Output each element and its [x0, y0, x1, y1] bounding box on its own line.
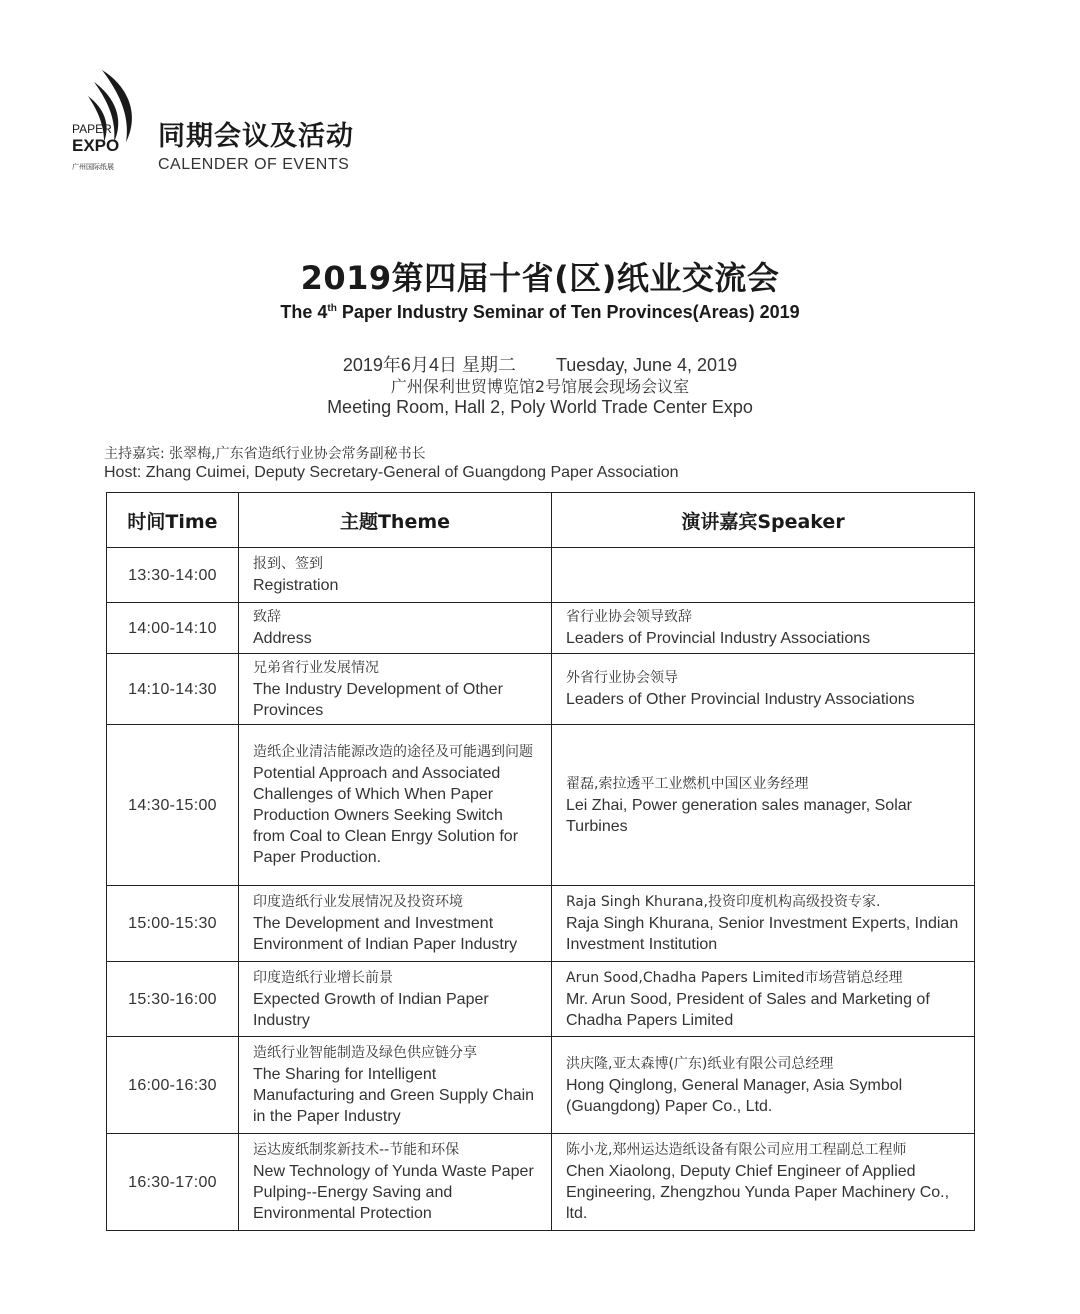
time-cell: 15:00-15:30	[107, 886, 239, 962]
table-row	[107, 603, 975, 654]
header-theme: 主题Theme	[239, 493, 552, 548]
schedule-table	[106, 492, 975, 1231]
event-venue-en: Meeting Room, Hall 2, Poly World Trade Center Expo	[327, 397, 753, 417]
theme-cell: 印度造纸行业增长前景 Expected Growth of Indian Paper Industry	[239, 962, 552, 1037]
table-row	[107, 725, 975, 886]
speaker-cell: 陈小龙,郑州运达造纸设备有限公司应用工程副总工程师 Chen Xiaolong, Deputy Chief Engineer of Applied Engineering, Zhengzhou Yunda Paper Machinery Co., ltd.	[552, 1134, 975, 1231]
logo-expo-text: EXPO	[72, 136, 120, 155]
time-cell: 14:30-15:00	[107, 725, 239, 886]
speaker-cell	[552, 548, 975, 603]
header-title-en: CALENDER OF EVENTS	[158, 156, 350, 173]
time-cell: 14:00-14:10	[107, 603, 239, 654]
theme-cell: 致辞 Address	[239, 603, 552, 654]
table-row	[107, 886, 975, 962]
theme-cell: 兄弟省行业发展情况 The Industry Development of Other Provinces	[239, 654, 552, 725]
event-title-cn: 2019第四届十省(区)纸业交流会	[300, 259, 780, 297]
time-cell: 14:10-14:30	[107, 654, 239, 725]
time-cell: 16:00-16:30	[107, 1037, 239, 1134]
theme-cell: 运达废纸制浆新技术--节能和环保 New Technology of Yunda Waste Paper Pulping--Energy Saving and Environmental Protection	[239, 1134, 552, 1231]
theme-cell: 造纸企业清洁能源改造的途径及可能遇到问题 Potential Approach and Associated Challenges of Which When Paper Production Owners Seeking Switch from Coal to Clean Enrgy Solution for Paper Production.	[239, 725, 552, 886]
speaker-cell: 翟磊,索拉透平工业燃机中国区业务经理 Lei Zhai, Power generation sales manager, Solar Turbines	[552, 725, 975, 886]
speaker-cell: 省行业协会领导致辞 Leaders of Provincial Industry Associations	[552, 603, 975, 654]
host-cn: 主持嘉宾: 张翠梅,广东省造纸行业协会常务副秘书长	[104, 446, 426, 462]
header-title-cn: 同期会议及活动	[158, 121, 354, 152]
table-row	[107, 962, 975, 1037]
host-en: Host: Zhang Cuimei, Deputy Secretary-General of Guangdong Paper Association	[104, 464, 679, 481]
table-header-row	[107, 493, 975, 548]
speaker-cell: Arun Sood,Chadha Papers Limited市场营销总经理 Mr. Arun Sood, President of Sales and Marketing of Chadha Papers Limited	[552, 962, 975, 1037]
speaker-cell: 洪庆隆,亚太森博(广东)纸业有限公司总经理 Hong Qinglong, General Manager, Asia Symbol (Guangdong) Paper Co., Ltd.	[552, 1037, 975, 1134]
theme-cell: 印度造纸行业发展情况及投资环境 The Development and Investment Environment of Indian Paper Industry	[239, 886, 552, 962]
table-row	[107, 654, 975, 725]
theme-cell: 造纸行业智能制造及绿色供应链分享 The Sharing for Intelligent Manufacturing and Green Supply Chain in the Paper Industry	[239, 1037, 552, 1134]
time-cell: 16:30-17:00	[107, 1134, 239, 1231]
table-row	[107, 1037, 975, 1134]
table-row	[107, 548, 975, 603]
logo-paper-text: PAPER	[72, 122, 112, 136]
speaker-cell: 外省行业协会领导 Leaders of Other Provincial Industry Associations	[552, 654, 975, 725]
event-title-en: The 4th Paper Industry Seminar of Ten Provinces(Areas) 2019	[280, 302, 800, 322]
theme-cell: 报到、签到 Registration	[239, 548, 552, 603]
header	[158, 120, 354, 174]
time-cell: 15:30-16:00	[107, 962, 239, 1037]
header-time: 时间Time	[107, 493, 239, 548]
event-date: 2019年6月4日 星期二 Tuesday, June 4, 2019	[342, 355, 738, 375]
header-speaker: 演讲嘉宾Speaker	[552, 493, 975, 548]
table-row	[107, 1134, 975, 1231]
speaker-cell: Raja Singh Khurana,投资印度机构高级投资专家. Raja Singh Khurana, Senior Investment Experts, Indian Investment Institution	[552, 886, 975, 962]
paper-expo-logo	[70, 68, 145, 174]
time-cell: 13:30-14:00	[107, 548, 239, 603]
event-venue-cn: 广州保利世贸博览馆2号馆展会现场会议室	[390, 377, 690, 396]
logo-subtext: 广州国际纸展	[72, 163, 114, 171]
